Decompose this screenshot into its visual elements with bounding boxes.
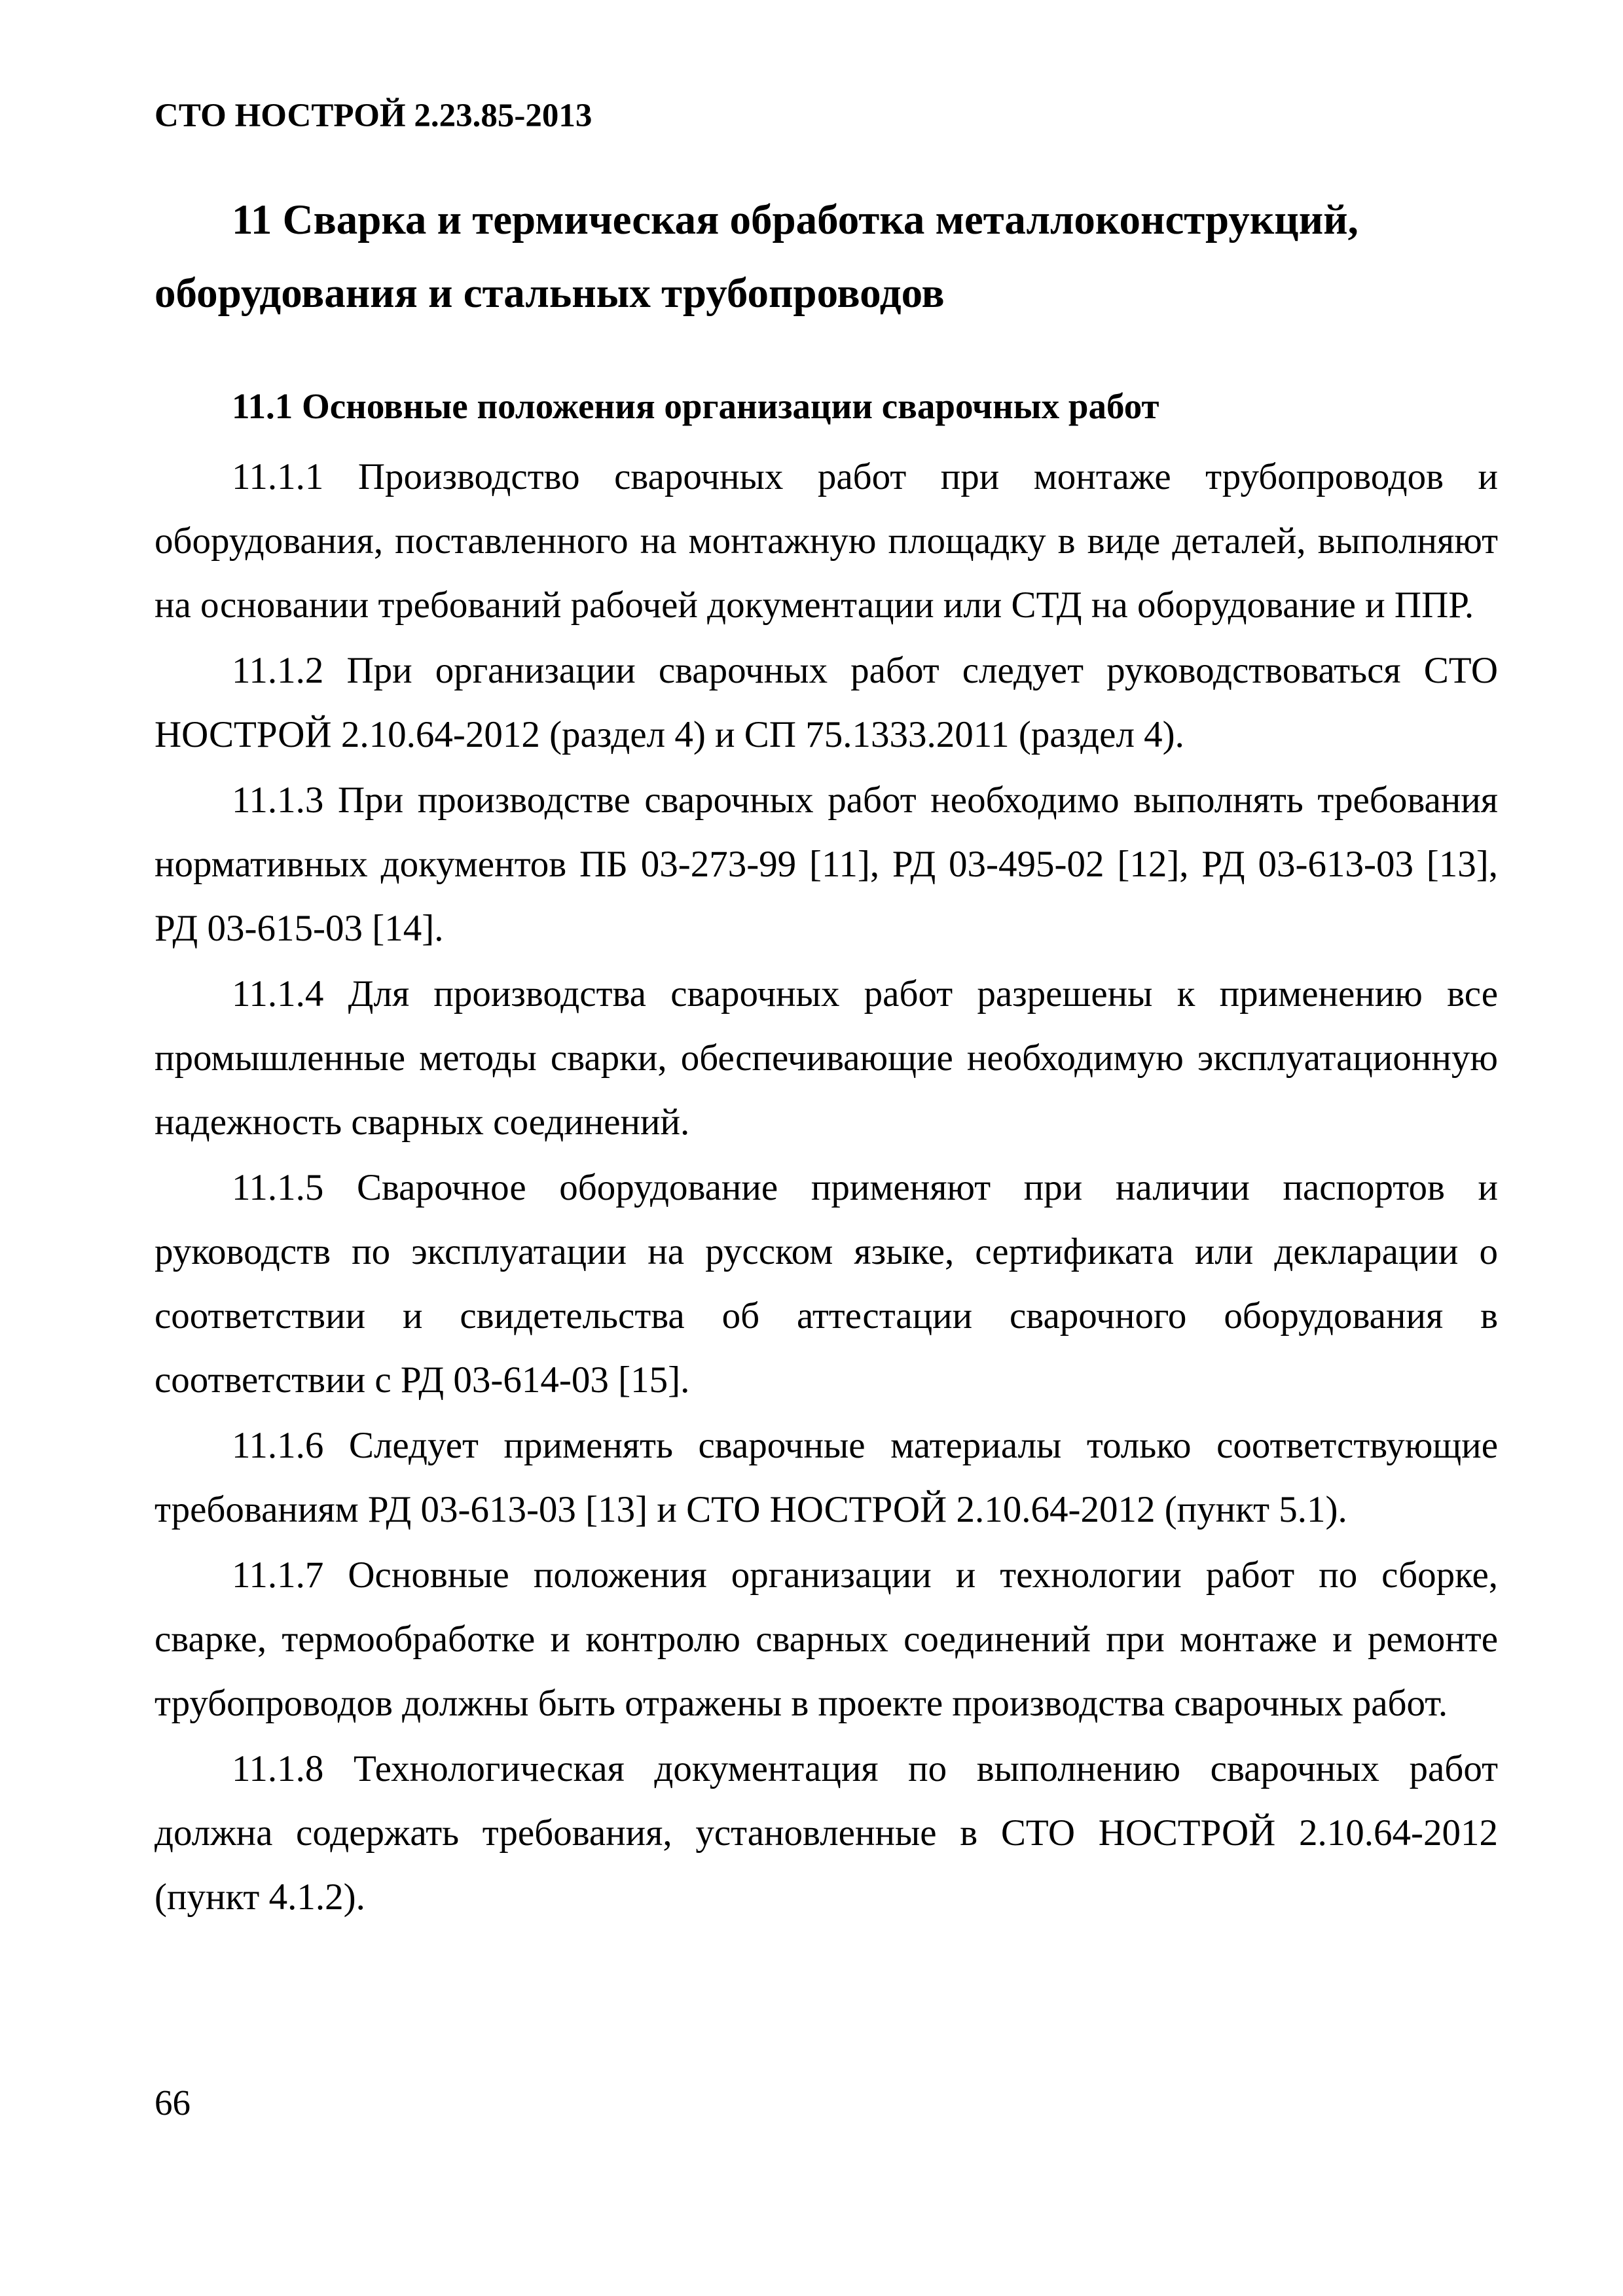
section-title: 11 Сварка и термическая обработка металлоконструкций, оборудования и стальных трубопроводов [155,196,1359,317]
paragraph-11-1-5: 11.1.5 Сварочное оборудование применяют при наличии паспортов и руководств по эксплуатации на русском языке, сертификата или декларации о соответствии и свидетельства об аттестации сварочного оборудования в соответствии с РД 03-614-03 [15]. [155,1167,1498,1401]
page-number: 66 [155,2083,191,2123]
subsection-title: 11.1 Основные положения организации сварочных работ [232,386,1159,426]
paragraph-11-1-1: 11.1.1 Производство сварочных работ при монтаже трубопроводов и оборудования, поставленного на монтажную площадку в виде деталей, выполняют на основании требований рабочей документации или СТД на оборудование и ППР. [155,456,1498,626]
paragraph-11-1-4: 11.1.4 Для производства сварочных работ разрешены к применению все промышленные методы сварки, обеспечивающие необходимую эксплуатационную надежность сварных соединений. [155,973,1498,1143]
paragraph-11-1-3: 11.1.3 При производстве сварочных работ необходимо выполнять требования нормативных документов ПБ 03-273-99 [11], РД 03-495-02 [12], РД 03-613-03 [13], РД 03-615-03 [14]. [155,780,1498,949]
paragraph-11-1-6: 11.1.6 Следует применять сварочные материалы только соответствующие требованиям РД 03-613-03 [13] и СТО НОСТРОЙ 2.10.64-2012 (пункт 5.1). [155,1425,1498,1530]
paragraph-11-1-7: 11.1.7 Основные положения организации и технологии работ по сборке, сварке, термообработке и контролю сварных соединений при монтаже и ремонте трубопроводов должны быть отражены в проекте производства сварочных работ. [155,1554,1498,1724]
paragraph-11-1-8: 11.1.8 Технологическая документация по выполнению сварочных работ должна содержать требования, установленные в СТО НОСТРОЙ 2.10.64-2012 (пункт 4.1.2). [155,1748,1498,1918]
paragraph-11-1-2: 11.1.2 При организации сварочных работ следует руководствоваться СТО НОСТРОЙ 2.10.64-2012 (раздел 4) и СП 75.1333.2011 (раздел 4). [155,650,1498,755]
document-code-header: СТО НОСТРОЙ 2.23.85-2013 [155,98,593,134]
document-body [155,445,1498,1931]
